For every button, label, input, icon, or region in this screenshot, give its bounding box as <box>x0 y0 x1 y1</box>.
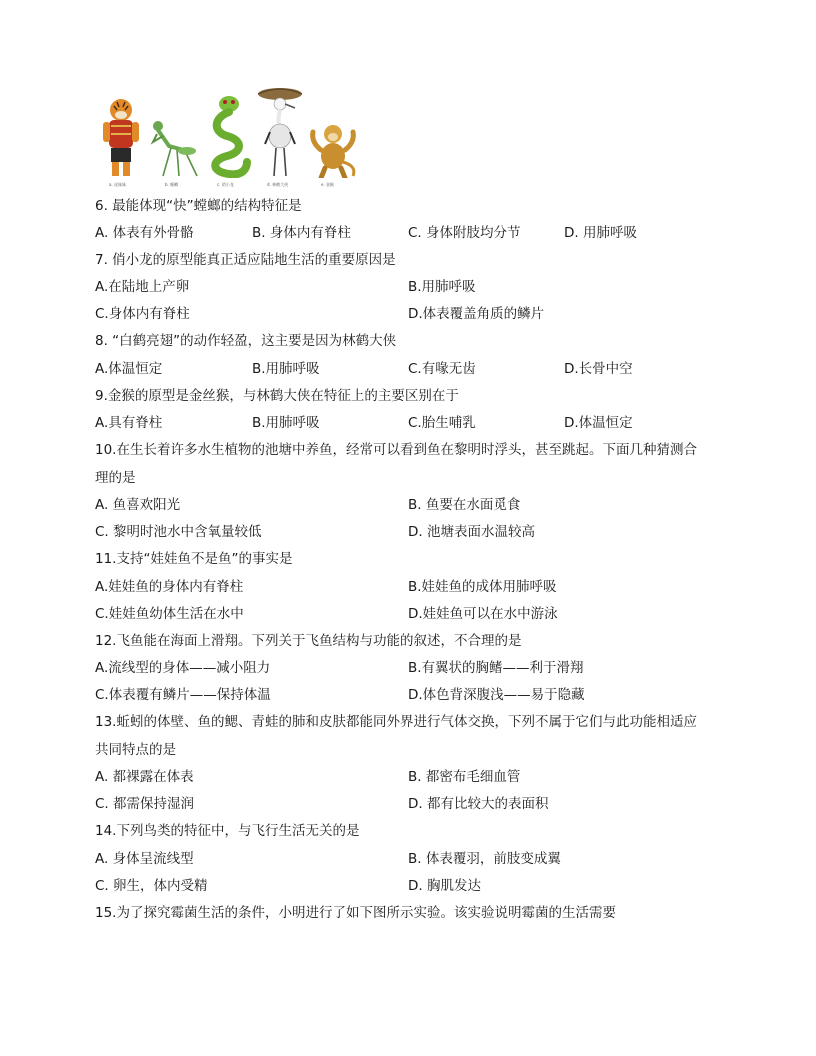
question-9-option-a[interactable]: A.具有脊柱 <box>95 415 163 431</box>
question-7-option-c[interactable]: C.身体内有脊柱 <box>95 306 190 322</box>
question-14-stem: 14.下列鸟类的特征中，与飞行生活无关的是 <box>95 823 360 839</box>
question-13-option-b[interactable]: B. 都密布毛细血管 <box>408 769 521 785</box>
question-12-stem: 12.飞鱼能在海面上滑翔。下列关于飞鱼结构与功能的叙述，不合理的是 <box>95 633 522 649</box>
question-11-option-d[interactable]: D.娃娃鱼可以在水中游泳 <box>408 606 558 622</box>
question-8-option-c[interactable]: C.有喙无齿 <box>408 361 476 377</box>
figure-caption-b: b. 螳螂 <box>165 182 179 187</box>
question-7-stem: 7. 俏小龙的原型能真正适应陆地生活的重要原因是 <box>95 252 396 268</box>
figure-caption-c: c. 俏小龙 <box>217 182 234 187</box>
question-15-stem: 15.为了探究霉菌生活的条件，小明进行了如下图所示实验。该实验说明霉菌的生活需要 <box>95 905 616 921</box>
question-11-stem: 11.支持“娃娃鱼不是鱼”的事实是 <box>95 551 293 567</box>
question-13-stem-line-1: 13.蚯蚓的体壁、鱼的鳃、青蛙的肺和皮肤都能同外界进行气体交换，下列不属于它们与此功能相适应 <box>95 714 697 730</box>
question-11-option-a[interactable]: A.娃娃鱼的身体内有脊柱 <box>95 579 244 595</box>
question-14-option-b[interactable]: B. 体表覆羽，前肢变成翼 <box>408 851 561 867</box>
question-8-option-a[interactable]: A.体温恒定 <box>95 361 163 377</box>
monkey-figure-icon <box>307 122 359 178</box>
question-10-option-a[interactable]: A. 鱼喜欢阳光 <box>95 497 181 513</box>
character-figure-strip <box>95 96 360 188</box>
snake-figure-icon <box>203 92 251 178</box>
question-10-option-c[interactable]: C. 黎明时池水中含氧量较低 <box>95 524 262 540</box>
question-12-option-a[interactable]: A.流线型的身体——减小阻力 <box>95 660 271 676</box>
question-11-option-b[interactable]: B.娃娃鱼的成体用肺呼吸 <box>408 579 557 595</box>
figure-caption-a: a. 虎妹妹 <box>109 182 126 187</box>
question-13-option-a[interactable]: A. 都裸露在体表 <box>95 769 194 785</box>
question-9-option-d[interactable]: D.体温恒定 <box>564 415 633 431</box>
mantis-figure-icon <box>149 118 201 178</box>
figure-caption-d: d. 林鹤大侠 <box>267 182 289 187</box>
question-8-stem: 8. “白鹤亮翅”的动作轻盈，这主要是因为林鹤大侠 <box>95 333 397 349</box>
question-6-option-b[interactable]: B. 身体内有脊柱 <box>252 225 351 241</box>
question-14-option-d[interactable]: D. 胸肌发达 <box>408 878 481 894</box>
question-7-option-a[interactable]: A.在陆地上产卵 <box>95 279 190 295</box>
question-6-option-c[interactable]: C. 身体附肢均分节 <box>408 225 521 241</box>
question-12-option-d[interactable]: D.体色背深腹浅——易于隐藏 <box>408 687 585 703</box>
question-9-stem: 9.金猴的原型是金丝猴，与林鹤大侠在特征上的主要区别在于 <box>95 388 459 404</box>
question-6-option-d[interactable]: D. 用肺呼吸 <box>564 225 637 241</box>
question-6-option-a[interactable]: A. 体表有外骨骼 <box>95 225 194 241</box>
question-11-option-c[interactable]: C.娃娃鱼幼体生活在水中 <box>95 606 244 622</box>
question-10-option-d[interactable]: D. 池塘表面水温较高 <box>408 524 535 540</box>
question-7-option-d[interactable]: D.体表覆盖角质的鳞片 <box>408 306 545 322</box>
question-12-option-c[interactable]: C.体表覆有鳞片——保持体温 <box>95 687 271 703</box>
question-14-option-c[interactable]: C. 卵生，体内受精 <box>95 878 208 894</box>
question-13-stem-line-2: 共同特点的是 <box>95 742 176 758</box>
figure-caption-e: e. 金猴 <box>321 182 335 187</box>
question-8-option-d[interactable]: D.长骨中空 <box>564 361 633 377</box>
question-9-option-b[interactable]: B.用肺呼吸 <box>252 415 320 431</box>
question-8-option-b[interactable]: B.用肺呼吸 <box>252 361 320 377</box>
question-10-stem-line-1: 10.在生长着许多水生植物的池塘中养鱼，经常可以看到鱼在黎明时浮头，甚至跳起。下面几种猜测合 <box>95 442 697 458</box>
question-7-option-b[interactable]: B.用肺呼吸 <box>408 279 476 295</box>
question-10-option-b[interactable]: B. 鱼要在水面觅食 <box>408 497 521 513</box>
tiger-figure-icon <box>97 96 145 178</box>
question-12-option-b[interactable]: B.有翼状的胸鳍——利于滑翔 <box>408 660 584 676</box>
question-13-option-c[interactable]: C. 都需保持湿润 <box>95 796 195 812</box>
crane-figure-icon <box>255 86 305 178</box>
question-13-option-d[interactable]: D. 都有比较大的表面积 <box>408 796 549 812</box>
question-14-option-a[interactable]: A. 身体呈流线型 <box>95 851 194 867</box>
question-6-stem: 6. 最能体现“快”螳螂的结构特征是 <box>95 198 302 214</box>
question-10-stem-line-2: 理的是 <box>95 470 136 486</box>
question-9-option-c[interactable]: C.胎生哺乳 <box>408 415 476 431</box>
